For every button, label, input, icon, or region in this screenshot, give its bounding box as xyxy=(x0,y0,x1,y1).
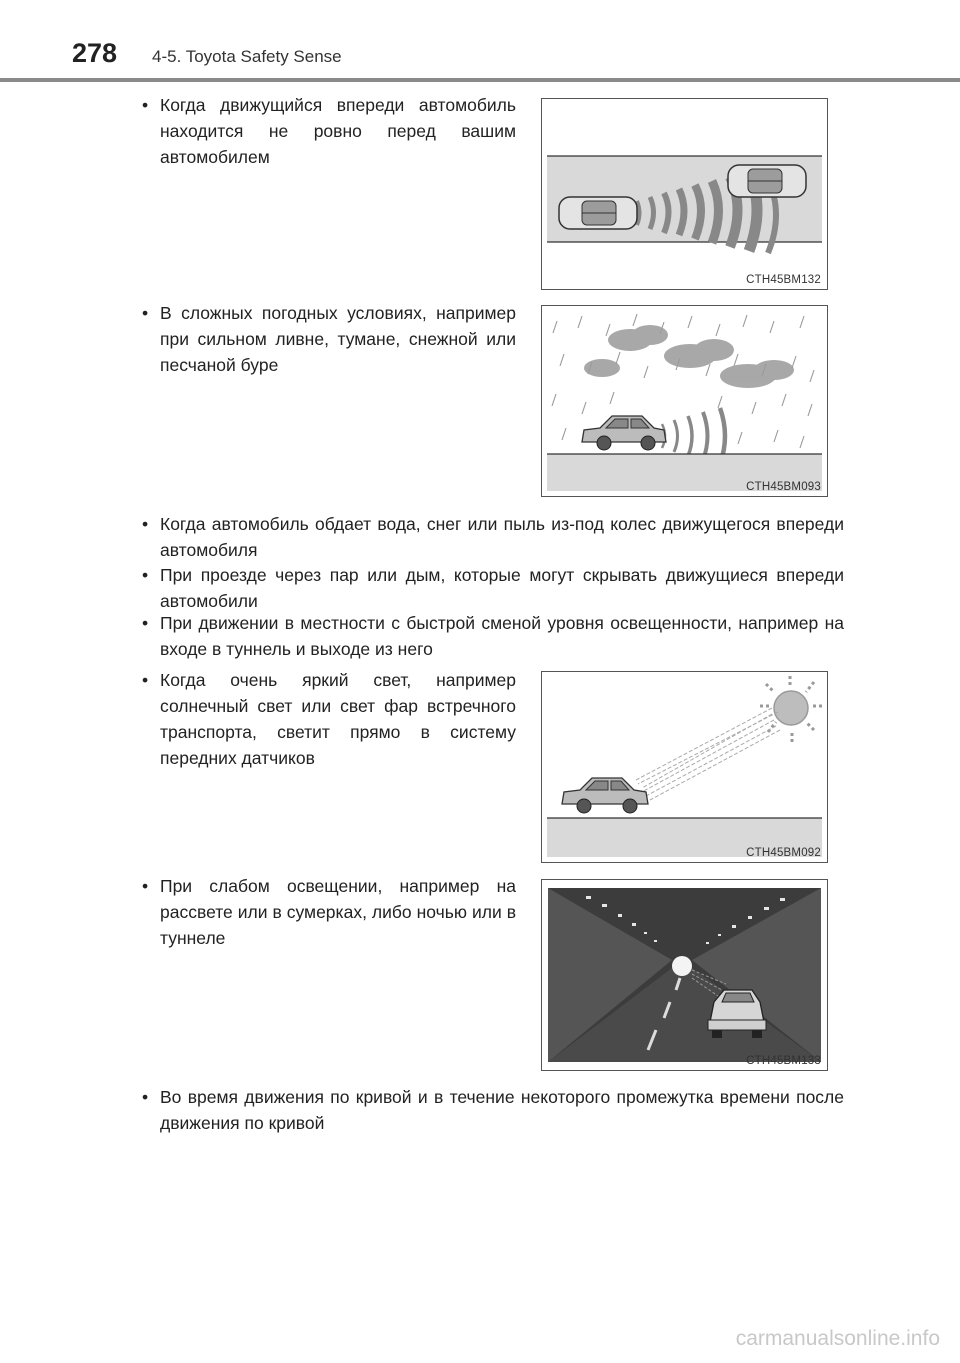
item-text: При проезде через пар или дым, которые могут скрывать движущиеся впереди автомобили xyxy=(160,565,844,611)
watermark: carmanualsonline.info xyxy=(735,1327,940,1350)
figure-offset-vehicle xyxy=(541,98,828,290)
bullet: • xyxy=(142,95,149,115)
bullet: • xyxy=(142,613,149,633)
car-side xyxy=(582,416,666,450)
item-text: Когда движущийся впереди автомобиль находится не ровно перед вашим автомобилем xyxy=(160,95,516,167)
item-text: В сложных погодных условиях, например при сильном ливне, тумане, снежной или песчаной буре xyxy=(160,303,516,375)
bullet: • xyxy=(142,1087,149,1107)
lead-car xyxy=(728,165,806,197)
bullet: • xyxy=(142,876,149,896)
clouds xyxy=(584,325,794,388)
list-item xyxy=(142,610,844,662)
figure-bad-weather xyxy=(541,305,828,497)
item-text: При слабом освещении, например на рассвете или в сумерках, либо ночью или в туннеле xyxy=(160,876,516,948)
tunnel-exit-light xyxy=(672,956,692,976)
bullet: • xyxy=(142,565,149,585)
header-rule xyxy=(0,78,960,82)
bullet: • xyxy=(142,303,149,323)
page-header xyxy=(0,0,960,80)
list-item xyxy=(142,92,516,170)
page-number: 278 xyxy=(72,38,118,68)
list-item xyxy=(142,1084,844,1136)
item-text: Когда очень яркий свет, например солнечный свет или свет фар встречного транспорта, светит прямо в систему передних датчиков xyxy=(160,670,516,768)
figure-code: CTH45BM093 xyxy=(746,481,821,493)
item-text: Во время движения по кривой и в течение некоторого промежутка времени после движения по кривой xyxy=(160,1087,844,1133)
list-item xyxy=(142,562,844,614)
car-side xyxy=(562,778,648,813)
figure-code: CTH45BM133 xyxy=(746,1055,821,1067)
ego-car xyxy=(559,197,637,229)
list-item xyxy=(142,667,516,771)
figure-low-light-tunnel xyxy=(541,879,828,1071)
bullet: • xyxy=(142,670,149,690)
bullet: • xyxy=(142,514,149,534)
item-text: При движении в местности с быстрой сменой уровня освещенности, например на входе в туннель и выходе из него xyxy=(160,613,844,659)
tunnel-illustration xyxy=(542,880,827,1070)
list-item xyxy=(142,300,516,378)
list-item xyxy=(142,511,844,563)
section-title: 4-5. Toyota Safety Sense xyxy=(152,47,342,66)
figure-bright-light xyxy=(541,671,828,863)
list-item xyxy=(142,873,516,951)
figure-code: CTH45BM132 xyxy=(746,274,821,286)
offset-vehicle-illustration xyxy=(542,99,827,289)
bright-light-illustration xyxy=(542,672,827,862)
bad-weather-illustration xyxy=(542,306,827,496)
item-text: Когда автомобиль обдает вода, снег или пыль из-под колес движущегося впереди автомобиля xyxy=(160,514,844,560)
sun-icon xyxy=(774,691,808,725)
figure-code: CTH45BM092 xyxy=(746,847,821,859)
